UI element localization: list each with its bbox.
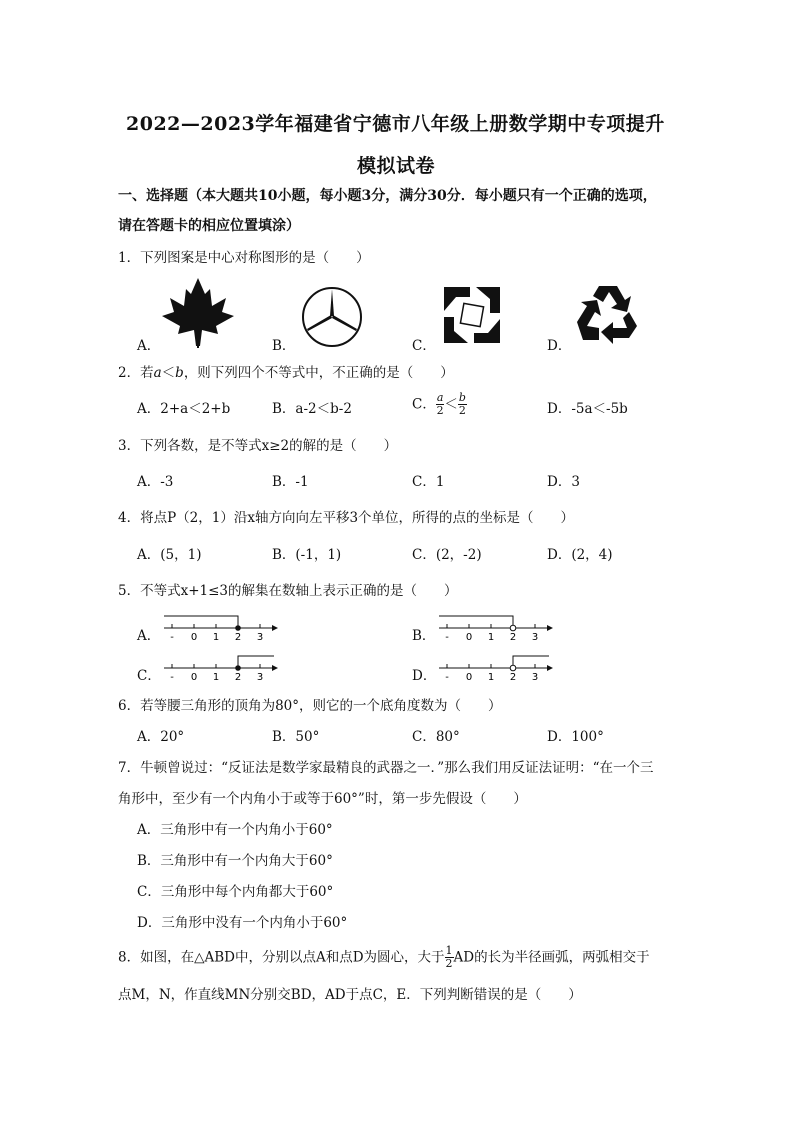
- q4-option-b: B．(-1，1): [272, 547, 342, 563]
- tick-label: 0: [465, 672, 473, 683]
- q5-option-d-label: D．: [412, 668, 437, 684]
- q5-option-b-label: B．: [412, 628, 436, 644]
- q3-option-c: C．1: [412, 474, 445, 490]
- q4-option-c: C．(2，-2): [412, 547, 482, 563]
- q8-stem-line-2: 点M，N，作直线MN分别交BD，AD于点C，E．下列判断错误的是（ ）: [118, 987, 582, 1003]
- q6-option-d: D．100°: [547, 729, 604, 745]
- q2-option-d: D．-5a＜-5b: [547, 401, 628, 417]
- tick-label: 3: [531, 672, 539, 683]
- q7-option-c: C．三角形中每个内角都大于60°: [137, 884, 334, 900]
- q2-var-a: a: [153, 365, 162, 381]
- q1-option-c-label: C．: [412, 338, 436, 354]
- tick-label: -: [445, 632, 449, 643]
- q8-stem-line-1: [118, 945, 650, 970]
- q1-stem: 1．下列图案是中心对称图形的是（ ）: [118, 250, 370, 266]
- section-header-line-2: 请在答题卡的相应位置填涂）: [118, 218, 300, 234]
- q2-frac-num-1: a: [436, 391, 444, 404]
- q3-stem: 3．下列各数，是不等式x≥2的解的是（ ）: [118, 438, 398, 454]
- q8-line1-post: AD的长为半径画弧，两弧相交于: [453, 949, 650, 966]
- tick-label: 1: [212, 632, 220, 643]
- q7-option-a: A．三角形中有一个内角小于60°: [137, 822, 333, 838]
- q3-option-a: A．-3: [137, 474, 174, 490]
- q6-option-c: C．80°: [412, 729, 460, 745]
- q7-option-d: D．三角形中没有一个内角小于60°: [137, 915, 348, 931]
- q5-option-a-label: A．: [137, 628, 161, 644]
- tick-label: 3: [531, 632, 539, 643]
- q8-frac-num: 1: [445, 944, 453, 957]
- tick-label: 2: [509, 672, 517, 683]
- section-header-line-1: 一、选择题（本大题共10小题，每小题3分，满分30分．每小题只有一个正确的选项，: [118, 188, 657, 204]
- q2-option-b: B．a-2＜b-2: [272, 401, 352, 417]
- mercedes-star-icon: [300, 285, 364, 349]
- q7-option-b: B．三角形中有一个内角大于60°: [137, 853, 333, 869]
- q2-fraction-b-over-2: [458, 392, 467, 417]
- q8-fraction-half: [445, 945, 454, 970]
- tick-label: 0: [190, 672, 198, 683]
- q1-option-a-label: A．: [137, 338, 161, 354]
- q4-option-a: A．(5，1): [137, 547, 202, 563]
- q2-option-a: A．2+a＜2+b: [137, 401, 231, 417]
- q2-suffix: ，则下列四个不等式中，不正确的是（ ）: [183, 365, 454, 381]
- tick-label: 2: [234, 672, 242, 683]
- pinwheel-icon: [440, 283, 504, 347]
- q2-option-c-lt: ＜: [444, 396, 458, 413]
- tick-label: 3: [256, 632, 264, 643]
- tick-label: 2: [509, 632, 517, 643]
- q1-option-d-label: D．: [547, 338, 572, 354]
- number-line-a: [160, 612, 280, 644]
- q2-option-c: [412, 392, 467, 417]
- q3-option-d: D．3: [547, 474, 580, 490]
- q7-stem-line-1: 7．牛顿曾说过：“反证法是数学家最精良的武器之一．”那么我们用反证法证明：“在一个三: [118, 760, 654, 776]
- q6-stem: 6．若等腰三角形的顶角为80°，则它的一个底角度数为（ ）: [118, 698, 502, 714]
- q2-frac-den-2: 2: [458, 404, 466, 417]
- q2-frac-den-1: 2: [436, 404, 444, 417]
- tick-label: 2: [234, 632, 242, 643]
- tick-label: -: [445, 672, 449, 683]
- q3-option-b: B．-1: [272, 474, 309, 490]
- q5-option-c-label: C．: [137, 668, 161, 684]
- tick-label: -: [170, 632, 174, 643]
- q6-option-a: A．20°: [137, 729, 185, 745]
- q2-frac-num-2: b: [458, 391, 466, 404]
- q4-stem: 4．将点P（2，1）沿x轴方向向左平移3个单位，所得的点的坐标是（ ）: [118, 510, 575, 526]
- maple-leaf-icon: [160, 276, 236, 348]
- title-line-1: 2022—2023学年福建省宁德市八年级上册数学期中专项提升: [126, 113, 665, 135]
- number-line-d: [435, 652, 555, 684]
- tick-label: 1: [487, 672, 495, 683]
- q1-option-b-label: B．: [272, 338, 296, 354]
- q8-frac-den: 2: [445, 957, 453, 970]
- tick-label: -: [170, 672, 174, 683]
- q7-stem-line-2: 角形中，至少有一个内角小于或等于60°”时，第一步先假设（ ）: [118, 791, 527, 807]
- tick-label: 3: [256, 672, 264, 683]
- q2-stem: [118, 363, 454, 383]
- title-line-2: 模拟试卷: [357, 155, 436, 177]
- q2-prefix: 2．若: [118, 365, 154, 381]
- q2-var-b: b: [175, 365, 184, 381]
- number-line-b: [435, 612, 555, 644]
- q5-stem: 5．不等式x+1≤3的解集在数轴上表示正确的是（ ）: [118, 583, 458, 599]
- q6-option-b: B．50°: [272, 729, 320, 745]
- number-line-c: [160, 652, 280, 684]
- recycle-icon: [573, 282, 639, 346]
- tick-label: 0: [465, 632, 473, 643]
- tick-label: 1: [487, 632, 495, 643]
- q2-lt: ＜: [161, 365, 176, 381]
- tick-label: 1: [212, 672, 220, 683]
- tick-label: 0: [190, 632, 198, 643]
- q4-option-d: D．(2，4): [547, 547, 613, 563]
- q8-line1-pre: 8．如图，在△ABD中，分别以点A和点D为圆心，大于: [118, 949, 445, 966]
- q2-option-c-label: C．: [412, 396, 436, 413]
